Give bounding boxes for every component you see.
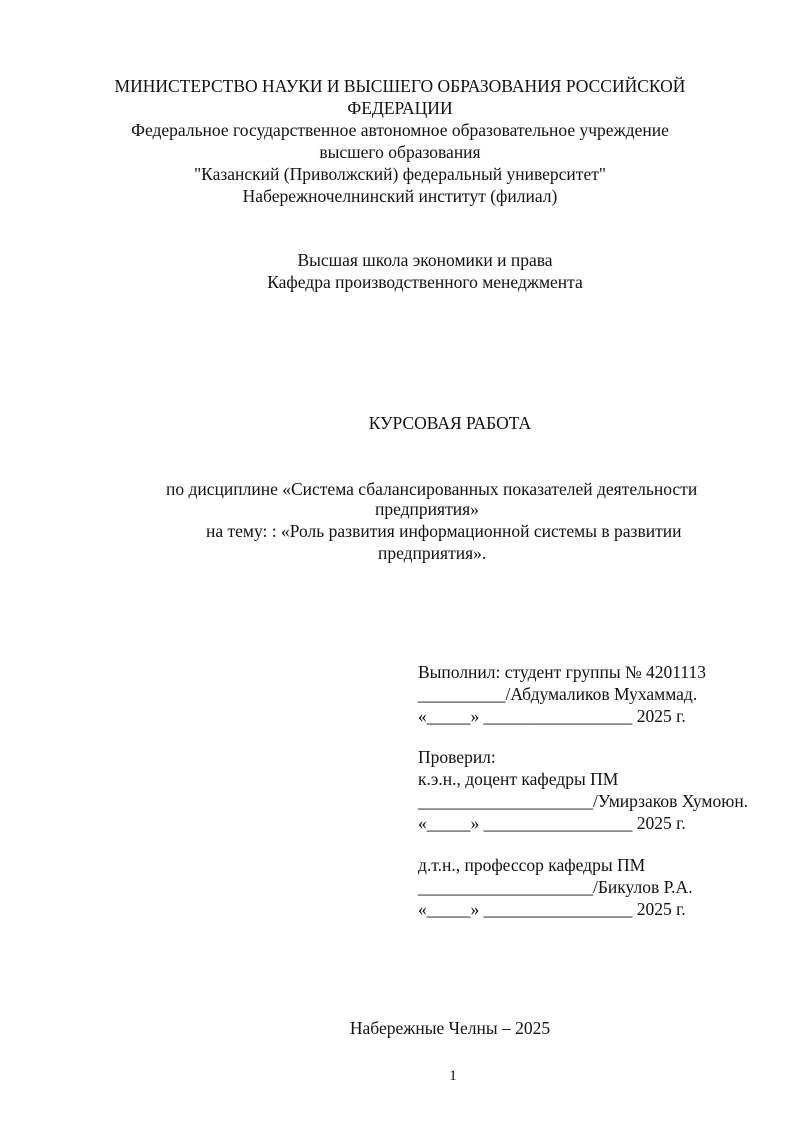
checker-2-date: «_____» _________________ 2025 г. — [418, 899, 686, 919]
document-title: КУРСОВАЯ РАБОТА — [368, 413, 532, 433]
topic-line-2: предприятия». — [378, 543, 487, 563]
checker-2-role: д.т.н., профессор кафедры ПМ — [418, 855, 646, 875]
author-line: Выполнил: студент группы № 4201113 — [418, 662, 706, 682]
checker-2-signature: ____________________/Бикулов Р.А. — [418, 877, 693, 897]
author-date: «_____» _________________ 2025 г. — [418, 706, 686, 726]
checker-1-date: «_____» _________________ 2025 г. — [418, 813, 686, 833]
institution-line-1: Федеральное государственное автономное образовательное учреждение — [131, 120, 669, 140]
checked-label: Проверил: — [418, 747, 496, 767]
ministry-line-1: МИНИСТЕРСТВО НАУКИ И ВЫСШЕГО ОБРАЗОВАНИЯ РОССИЙСКОЙ — [114, 76, 686, 96]
author-signature: __________/Абдумаликов Мухаммад. — [418, 684, 698, 704]
branch-name: Набережночелнинский институт (филиал) — [242, 186, 558, 206]
discipline-line-2: предприятия» — [375, 499, 479, 519]
checker-1-signature: ____________________/Умирзаков Хумоюн. — [418, 791, 749, 811]
checker-1-role: к.э.н., доцент кафедры ПМ — [418, 769, 619, 789]
chair-name: Кафедра производственного менеджмента — [267, 272, 583, 292]
discipline-line-1: по дисциплине «Система сбалансированных показателей деятельности — [166, 479, 698, 499]
city-year: Набережные Челны – 2025 — [349, 1018, 551, 1038]
topic-line-1: на тему: : «Роль развития информационной системы в развитии — [206, 521, 682, 541]
ministry-line-2: ФЕДЕРАЦИИ — [347, 98, 453, 118]
school-name: Высшая школа экономики и права — [297, 250, 553, 270]
university-name: "Казанский (Приволжский) федеральный университет" — [193, 164, 607, 184]
page-number: 1 — [449, 1068, 457, 1084]
institution-line-2: высшего образования — [319, 142, 481, 162]
